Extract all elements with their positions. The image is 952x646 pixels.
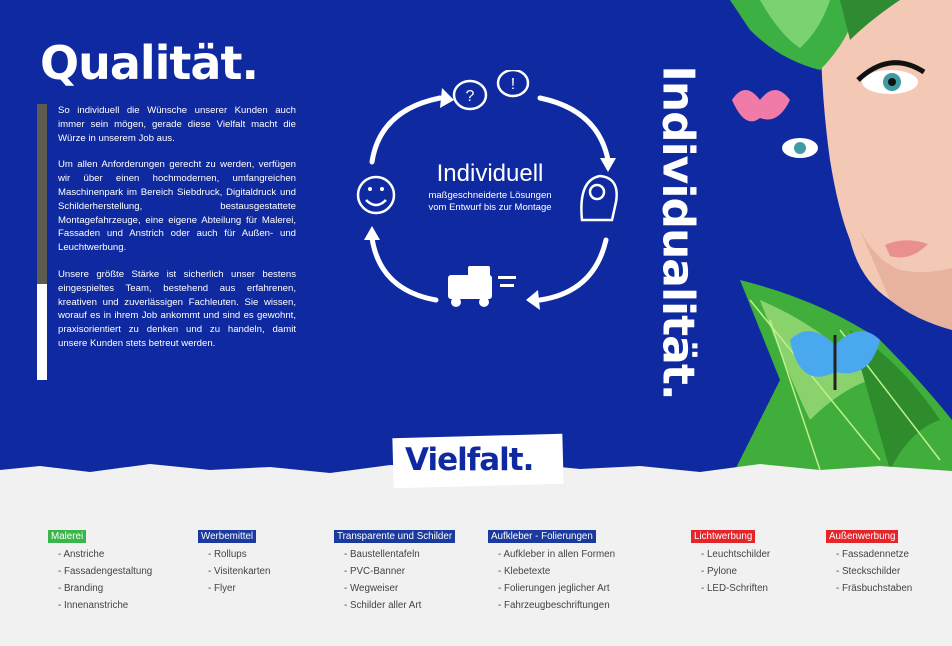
list-item: - Anstriche [58, 549, 105, 560]
vertical-heading [654, 4, 702, 460]
list-item: - Fräsbuchstaben [836, 583, 913, 594]
list-item: - Branding [58, 583, 104, 594]
cycle-title: Individuell [436, 160, 544, 187]
list-item: - PVC-Banner [344, 566, 405, 577]
category-aufkleber [488, 530, 615, 614]
cycle-subtitle-line-1: maßgeschneiderte Lösungen [428, 190, 552, 201]
delivery-van-icon [448, 266, 516, 307]
list-item: - Folierungen jeglicher Art [498, 583, 610, 594]
category-title: Transparente und Schilder [334, 530, 455, 543]
vertical-heading-text: Individualität. [652, 64, 704, 400]
idea-head-icon [581, 176, 616, 220]
list-item: - Flyer [208, 583, 236, 594]
category-werbemittel [198, 530, 270, 597]
category-title: Malerei [48, 530, 86, 543]
list-item: - Steckschilder [836, 566, 901, 577]
cycle-subtitle [398, 190, 582, 214]
smiley-icon [358, 177, 394, 213]
paragraph-3: Unsere größte Stärke ist sicherlich unser bestens eingespieltes Team, bestehend aus erfahrenen, kreativen und zuverlässigen Fachleuten. Sie wissen, worauf es in ihrem Job ankommt und sind es gewohnt, praxisorientiert zu denken und zu handeln, damit unsere Kunden stets betreut werden. [58, 268, 296, 349]
list-item: - Rollups [208, 549, 247, 560]
model-photo-with-plants-and-butterflies [700, 0, 952, 480]
page-headline: Qualität. [40, 36, 258, 90]
cycle-subtitle-line-2: vom Entwurf bis zur Montage [428, 202, 552, 213]
question-mark: ? [465, 88, 475, 105]
intro-text [58, 104, 296, 364]
list-item: - Pylone [701, 566, 737, 577]
list-item: - Baustellentafeln [344, 549, 420, 560]
list-item: - Visitenkarten [208, 566, 271, 577]
vielfalt-heading: Vielfalt. [405, 442, 534, 478]
category-transparente [334, 530, 455, 614]
list-item: - Fahrzeugbeschriftungen [498, 600, 610, 611]
list-item: - Klebetexte [498, 566, 551, 577]
list-item: - LED-Schriften [701, 583, 768, 594]
paragraph-1: So individuell die Wünsche unserer Kunden auch immer sein mögen, gerade diese Vielfalt macht die Würze in unserem Job aus. [58, 105, 296, 144]
category-title: Aufkleber - Folierungen [488, 530, 596, 543]
category-title: Außenwerbung [826, 530, 898, 543]
list-item: - Wegweiser [344, 583, 399, 594]
list-item: - Schilder aller Art [344, 600, 422, 611]
list-item: - Fassadengestaltung [58, 566, 153, 577]
list-item: - Innenanstriche [58, 600, 129, 611]
category-title: Werbemittel [198, 530, 256, 543]
paragraph-2: Um allen Anforderungen gerecht zu werden, verfügen wir über einen hochmodernen, umfangreichen Maschinenpark im Bereich Siebdruck, Digitaldruck und Schilderherstellung, bestausgestattete Montagefahrzeuge, eine eigene Abteilung für Malerei, Fassaden und Anstrich oder auch für Außen- und Leuchtwerbung. [58, 159, 296, 254]
list-item: - Leuchtschilder [701, 549, 771, 560]
category-malerei [48, 530, 152, 614]
category-title: Lichtwerbung [691, 530, 755, 543]
accent-bar-top [37, 104, 47, 284]
category-aussenwerbung [826, 530, 912, 597]
list-item: - Fassadennetze [836, 549, 909, 560]
exclamation-mark: ! [510, 76, 516, 93]
list-item: - Aufkleber in allen Formen [498, 549, 616, 560]
category-lichtwerbung [691, 530, 770, 597]
